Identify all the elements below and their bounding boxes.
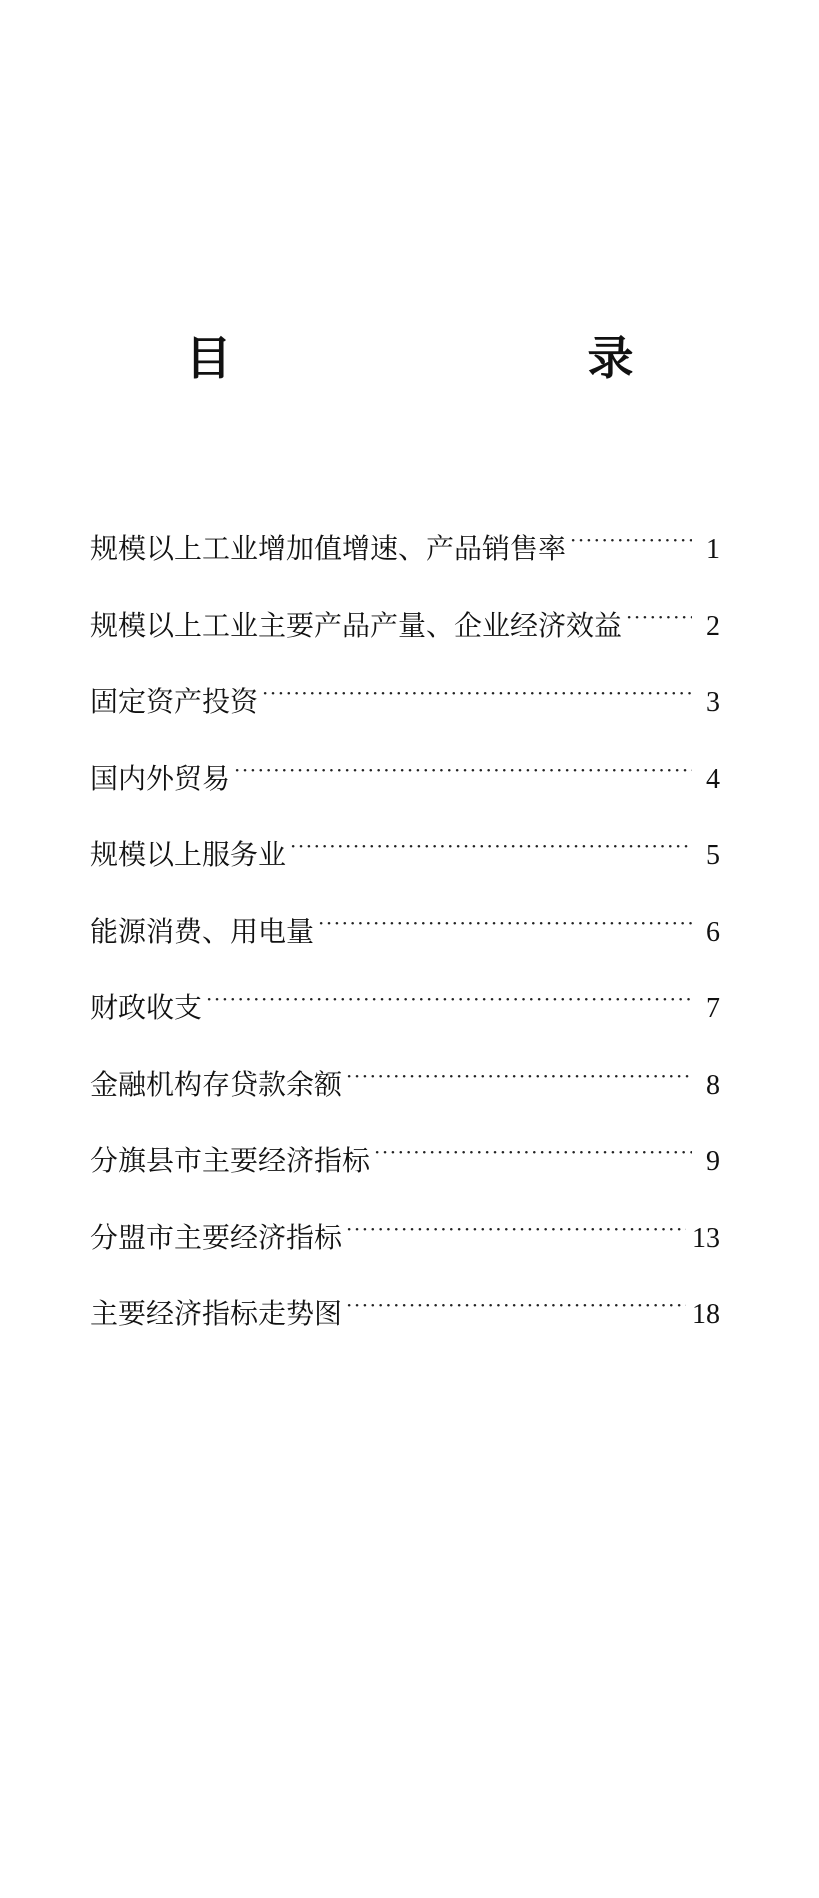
- table-of-contents: [90, 522, 720, 1364]
- toc-entry-page-number: 7: [706, 993, 720, 1024]
- toc-entry-page-number: 9: [706, 1146, 720, 1177]
- toc-entry-label: 规模以上工业增加值增速、产品销售率: [90, 532, 567, 565]
- toc-entry: [90, 1058, 720, 1135]
- toc-dot-leader: [570, 522, 692, 558]
- toc-entry-page-number: 18: [692, 1299, 720, 1330]
- toc-entry: [90, 522, 720, 599]
- toc-entry: [90, 599, 720, 676]
- toc-entry-page-number: 4: [706, 763, 720, 795]
- toc-dot-leader: [206, 981, 692, 1017]
- toc-entry-label: 主要经济指标走势图: [90, 1297, 343, 1330]
- toc-entry-page-number: 5: [706, 840, 720, 871]
- toc-entry-label: 分旗县市主要经济指标: [90, 1144, 371, 1177]
- toc-entry-page-number: 8: [706, 1069, 720, 1101]
- toc-entry-label: 国内外贸易: [90, 761, 231, 795]
- toc-entry: [90, 828, 720, 905]
- toc-dot-leader: [346, 1287, 686, 1323]
- toc-entry: [90, 981, 720, 1058]
- toc-entry: [90, 1134, 720, 1211]
- toc-entry: [90, 1211, 720, 1288]
- toc-entry-page-number: 3: [706, 687, 720, 718]
- toc-entry: [90, 905, 720, 982]
- toc-entry: [90, 1287, 720, 1364]
- toc-dot-leader: [626, 599, 692, 635]
- toc-entry-label: 固定资产投资: [90, 685, 259, 718]
- toc-entry-page-number: 6: [706, 916, 720, 948]
- toc-entry: [90, 752, 720, 829]
- toc-dot-leader: [346, 1211, 686, 1247]
- toc-entry-page-number: 2: [706, 610, 720, 642]
- toc-entry-label: 分盟市主要经济指标: [90, 1220, 343, 1254]
- toc-entry-label: 金融机构存贷款余额: [90, 1067, 343, 1101]
- toc-entry-label: 规模以上工业主要产品产量、企业经济效益: [90, 608, 623, 642]
- toc-dot-leader: [318, 905, 692, 941]
- toc-dot-leader: [262, 675, 692, 711]
- toc-dot-leader: [346, 1058, 692, 1094]
- toc-dot-leader: [374, 1134, 692, 1170]
- toc-entry-page-number: 13: [692, 1222, 720, 1254]
- toc-entry-label: 财政收支: [90, 991, 203, 1024]
- toc-dot-leader: [234, 752, 692, 788]
- toc-entry-label: 能源消费、用电量: [90, 914, 315, 948]
- toc-dot-leader: [290, 828, 692, 864]
- toc-entry: [90, 675, 720, 752]
- toc-entry-label: 规模以上服务业: [90, 838, 287, 871]
- toc-entry-page-number: 1: [706, 534, 720, 565]
- page-title: 目 录: [185, 331, 722, 385]
